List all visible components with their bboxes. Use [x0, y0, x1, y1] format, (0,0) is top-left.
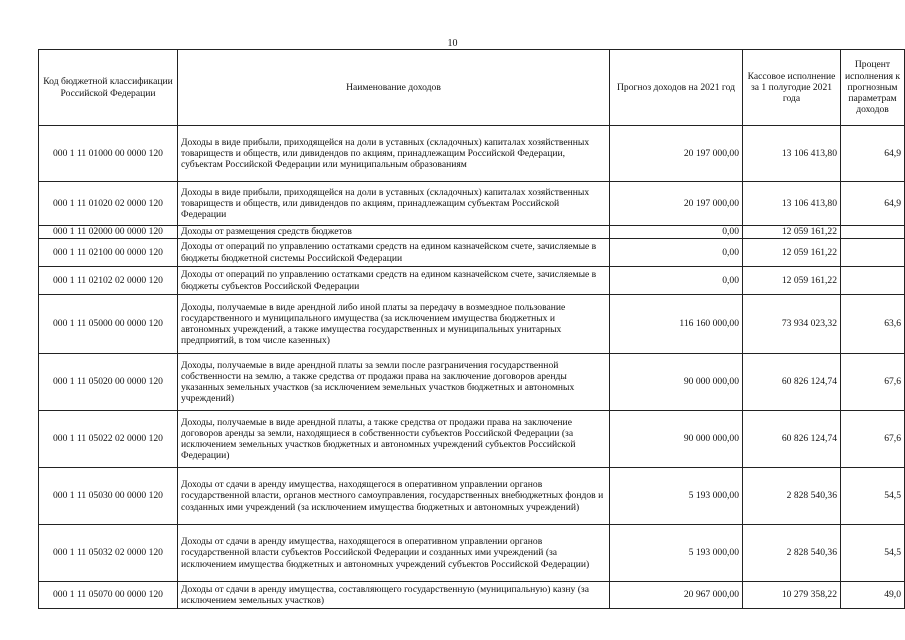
- table-row: [39, 411, 905, 468]
- row-forecast: 0,00: [610, 267, 743, 295]
- row-forecast: 90 000 000,00: [610, 354, 743, 411]
- row-code: 000 1 11 01020 02 0000 120: [39, 182, 178, 226]
- row-cash: 12 059 161,22: [743, 239, 841, 267]
- row-code: 000 1 11 02000 00 0000 120: [39, 226, 178, 239]
- row-cash: 60 826 124,74: [743, 354, 841, 411]
- row-name: Доходы от сдачи в аренду имущества, находящегося в оперативном управлении органов государственной власти, органов местного самоуправления, государственных внебюджетных фондов и созданных ими учреждений (за исключением имущества бюджетных и автономных учреждений): [178, 468, 610, 525]
- row-percent: [841, 239, 905, 267]
- row-code: 000 1 11 05022 02 0000 120: [39, 411, 178, 468]
- table-row: [39, 182, 905, 226]
- row-forecast: 90 000 000,00: [610, 411, 743, 468]
- header-row: [39, 50, 905, 126]
- row-percent: 64,9: [841, 182, 905, 226]
- row-code: 000 1 11 05000 00 0000 120: [39, 295, 178, 354]
- table-row: [39, 239, 905, 267]
- table-row: [39, 126, 905, 182]
- row-cash: 12 059 161,22: [743, 226, 841, 239]
- table-row: [39, 267, 905, 295]
- row-code: 000 1 11 02100 00 0000 120: [39, 239, 178, 267]
- row-percent: 63,6: [841, 295, 905, 354]
- table-row: [39, 525, 905, 582]
- row-percent: 67,6: [841, 354, 905, 411]
- table-row: [39, 468, 905, 525]
- row-percent: [841, 226, 905, 239]
- row-cash: 2 828 540,36: [743, 525, 841, 582]
- row-forecast: 20 197 000,00: [610, 126, 743, 182]
- table-row: [39, 354, 905, 411]
- row-code: 000 1 11 05032 02 0000 120: [39, 525, 178, 582]
- row-forecast: 0,00: [610, 239, 743, 267]
- row-name: Доходы от сдачи в аренду имущества, составляющего государственную (муниципальную) казну (за исключением земельных участков): [178, 582, 610, 609]
- row-forecast: 116 160 000,00: [610, 295, 743, 354]
- row-cash: 13 106 413,80: [743, 182, 841, 226]
- row-percent: 54,5: [841, 525, 905, 582]
- row-code: 000 1 11 01000 00 0000 120: [39, 126, 178, 182]
- row-cash: 73 934 023,32: [743, 295, 841, 354]
- row-name: Доходы от операций по управлению остатками средств на едином казначейском счете, зачисляемые в бюджеты бюджетной системы Российской Федерации: [178, 239, 610, 267]
- row-name: Доходы, получаемые в виде арендной платы за земли после разграничения государственной собственности на землю, а также средства от продажи права на заключение договоров аренды указанных земельных участков (за исключением земельных участков бюджетных и автономных учреждений): [178, 354, 610, 411]
- row-cash: 10 279 358,22: [743, 582, 841, 609]
- row-forecast: 5 193 000,00: [610, 468, 743, 525]
- table-row: [39, 582, 905, 609]
- row-name: Доходы в виде прибыли, приходящейся на доли в уставных (складочных) капиталах хозяйственных товариществ и обществ, или дивидендов по акциям, принадлежащим Российской Федерации, субъектам Российской Федерации или муниципальным образованиям: [178, 126, 610, 182]
- row-code: 000 1 11 05030 00 0000 120: [39, 468, 178, 525]
- row-cash: 12 059 161,22: [743, 267, 841, 295]
- row-name: Доходы, получаемые в виде арендной платы, а также средства от продажи права на заключение договоров аренды за земли, находящиеся в собственности субъектов Российской Федерации (за исключением земельных участков бюджетных и автономных учреждений субъектов Российской Федерации): [178, 411, 610, 468]
- row-percent: 67,6: [841, 411, 905, 468]
- row-code: 000 1 11 05020 00 0000 120: [39, 354, 178, 411]
- table-row: [39, 226, 905, 239]
- revenue-table: [38, 49, 905, 609]
- row-name: Доходы от сдачи в аренду имущества, находящегося в оперативном управлении органов государственной власти субъектов Российской Федерации и созданных ими учреждений (за исключением имущества бюджетных и автономных учреждений субъектов Российской Федерации): [178, 525, 610, 582]
- row-name: Доходы в виде прибыли, приходящейся на доли в уставных (складочных) капиталах хозяйственных товариществ и обществ, или дивидендов по акциям, принадлежащим субъектам Российской Федерации: [178, 182, 610, 226]
- row-forecast: 0,00: [610, 226, 743, 239]
- header-cash: Кассовое исполнение за 1 полугодие 2021 года: [743, 50, 841, 126]
- header-code: Код бюджетной классификации Российской Федерации: [39, 50, 178, 126]
- row-cash: 13 106 413,80: [743, 126, 841, 182]
- row-percent: [841, 267, 905, 295]
- table-header: [39, 50, 905, 126]
- row-percent: 64,9: [841, 126, 905, 182]
- header-name: Наименование доходов: [178, 50, 610, 126]
- row-forecast: 20 197 000,00: [610, 182, 743, 226]
- row-cash: 2 828 540,36: [743, 468, 841, 525]
- header-forecast: Прогноз доходов на 2021 год: [610, 50, 743, 126]
- row-forecast: 20 967 000,00: [610, 582, 743, 609]
- row-code: 000 1 11 02102 02 0000 120: [39, 267, 178, 295]
- row-percent: 49,0: [841, 582, 905, 609]
- row-forecast: 5 193 000,00: [610, 525, 743, 582]
- row-name: Доходы, получаемые в виде арендной либо иной платы за передачу в возмездное пользование государственного и муниципального имущества (за исключением имущества бюджетных и автономных учреждений, а также имущества государственных и муниципальных унитарных предприятий, в том числе казенных): [178, 295, 610, 354]
- row-name: Доходы от размещения средств бюджетов: [178, 226, 610, 239]
- header-percent: Процент исполнения к прогнозным параметрам доходов: [841, 50, 905, 126]
- row-percent: 54,5: [841, 468, 905, 525]
- page-number: 10: [447, 38, 458, 49]
- table-body: [39, 126, 905, 609]
- row-name: Доходы от операций по управлению остатками средств на едином казначейском счете, зачисляемые в бюджеты субъектов Российской Федерации: [178, 267, 610, 295]
- row-code: 000 1 11 05070 00 0000 120: [39, 582, 178, 609]
- table-row: [39, 295, 905, 354]
- row-cash: 60 826 124,74: [743, 411, 841, 468]
